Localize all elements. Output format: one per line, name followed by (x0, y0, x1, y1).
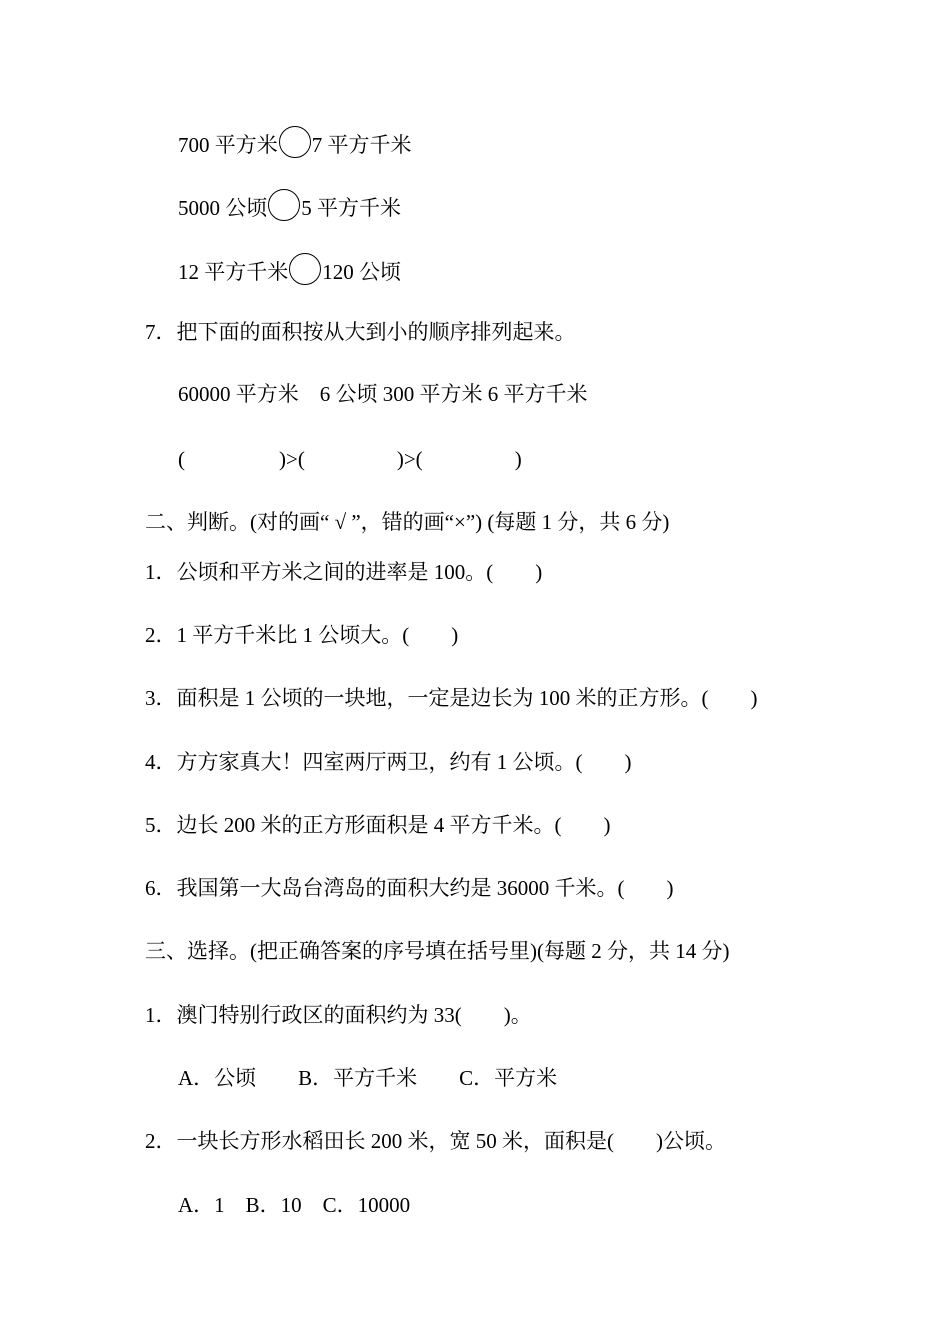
compare-circle-blank[interactable] (279, 126, 311, 158)
q7-items: 60000 平方米 6 公顷 300 平方米 6 平方千米 (178, 382, 588, 406)
judge-item-4: 4．方方家真大！四室两厅两卫，约有 1 公顷。( ) (145, 750, 632, 774)
choice-question-2: 2．一块长方形水稻田长 200 米，宽 50 米，面积是( )公顷。 (145, 1129, 726, 1153)
compare-circle-blank[interactable] (268, 189, 300, 221)
judge-item-3: 3．面积是 1 公顷的一块地，一定是边长为 100 米的正方形。( ) (145, 686, 758, 710)
paren-gt: )>( (396, 447, 423, 471)
compare-row-1 (178, 126, 412, 159)
compare-right: 5 平方千米 (301, 196, 401, 220)
section3-title: 三、选择。(把正确答案的序号填在括号里)(每题 2 分，共 14 分) (145, 939, 730, 963)
choice-options-1: A．公顷 B．平方千米 C．平方米 (178, 1066, 558, 1090)
compare-left: 700 平方米 (178, 133, 278, 157)
q7-title: 7．把下面的面积按从大到小的顺序排列起来。 (145, 320, 576, 344)
paren-close: ) (514, 447, 522, 471)
compare-row-2 (178, 189, 401, 222)
choice-options-2: A．1 B．10 C．10000 (178, 1193, 411, 1217)
compare-right: 120 公顷 (322, 260, 401, 284)
judge-item-1: 1．公顷和平方米之间的进率是 100。( ) (145, 560, 543, 584)
compare-left: 12 平方千米 (178, 260, 289, 284)
compare-left: 5000 公顷 (178, 196, 268, 220)
choice-question-1: 1．澳门特别行政区的面积约为 33( )。 (145, 1003, 532, 1027)
q7-order-blanks (178, 445, 522, 473)
compare-right: 7 平方千米 (311, 133, 412, 157)
judge-item-6: 6．我国第一大岛台湾岛的面积大约是 36000 千米。( ) (145, 876, 674, 900)
paren-gt: )>( (279, 447, 305, 471)
judge-item-5: 5．边长 200 米的正方形面积是 4 平方千米。( ) (145, 813, 611, 837)
judge-item-2: 2．1 平方千米比 1 公顷大。( ) (145, 623, 459, 647)
paren-open: ( (178, 447, 185, 471)
compare-circle-blank[interactable] (289, 253, 321, 285)
section2-title: 二、判断。(对的画“ √ ”，错的画“×”) (每题 1 分，共 6 分) (145, 510, 670, 534)
compare-row-3 (178, 253, 401, 286)
